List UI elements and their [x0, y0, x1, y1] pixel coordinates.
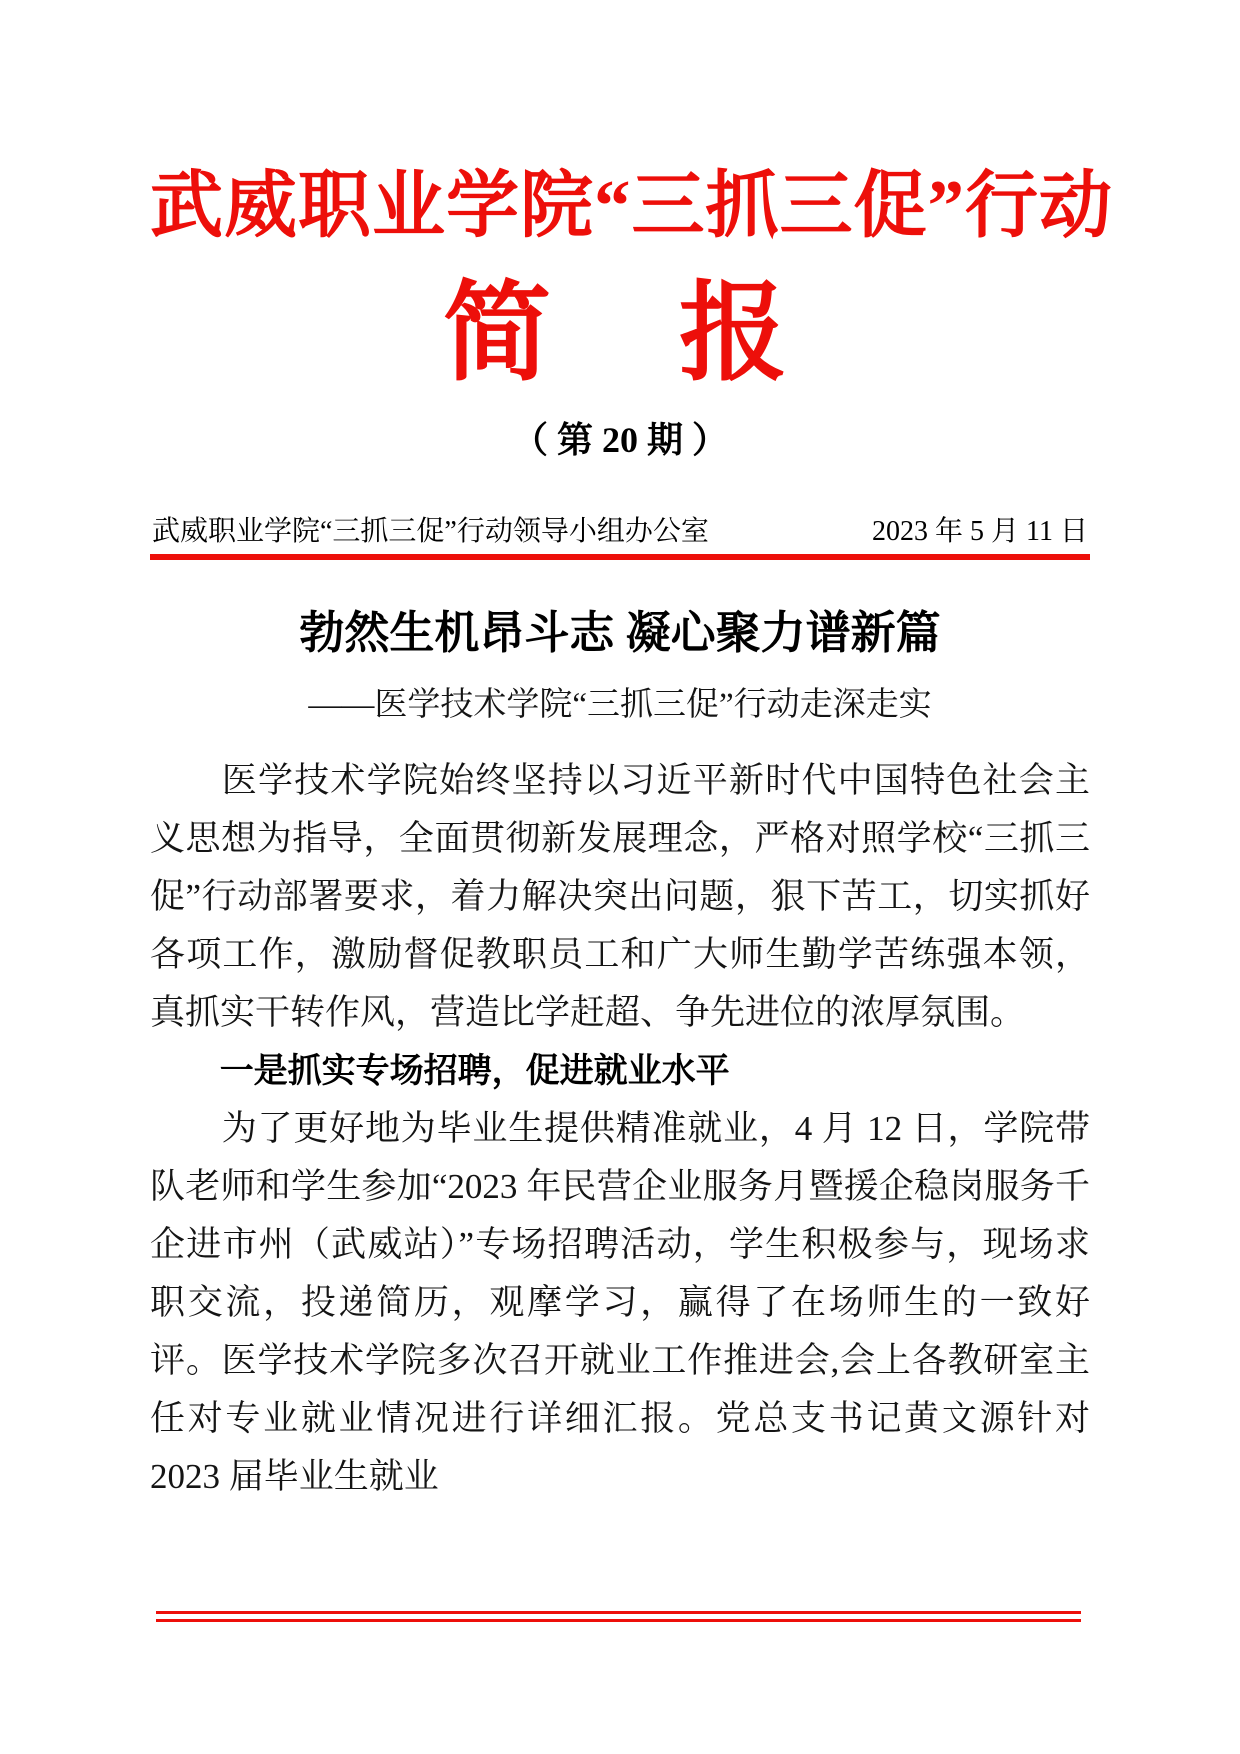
body-paragraph: 医学技术学院始终坚持以习近平新时代中国特色社会主义思想为指导，全面贯彻新发展理念，严格对照学校“三抓三促”行动部署要求，着力解决突出问题，狠下苦工，切实抓好各项工作，激励督促教职员工和广大师生勤学苦练强本领，真抓实干转作风，营造比学赶超、争先进位的浓厚氛围。	[150, 760, 1090, 1032]
article-body	[150, 752, 1090, 1506]
issuing-office: 武威职业学院“三抓三促”行动领导小组办公室	[152, 515, 709, 547]
article-subtitle: ——医学技术学院“三抓三促”行动走深走实	[308, 687, 932, 724]
section-heading: 一是抓实专场招聘，促进就业水平	[219, 1051, 730, 1090]
issue-date: 2023 年 5 月 11 日	[872, 515, 1088, 547]
article-title: 勃然生机昂斗志 凝心聚力谱新篇	[299, 608, 941, 659]
issue-number: （ 第 20 期 ）	[511, 420, 728, 461]
body-paragraph: 为了更好地为毕业生提供精准就业，4 月 12 日，学院带队老师和学生参加“2023 年民营企业服务月暨援企稳岗服务千企进市州（武威站）”专场招聘活动，学生积极参与，现场求职交流，投递简历，观摩学习，赢得了在场师生的一致好评。医学技术学院多次召开就业工作推进会,会上各教研室主任对专业就业情况进行详细汇报。党总支书记黄文源针对 2023 届毕业生就业	[150, 1108, 1090, 1496]
bulletin-content	[150, 0, 1113, 1506]
bulletin-name: 简 报	[442, 275, 797, 395]
footer-double-rule	[156, 1611, 1081, 1622]
masthead-title: 武威职业学院“三抓三促”行动	[150, 165, 1113, 246]
office-date-row	[150, 515, 1090, 561]
